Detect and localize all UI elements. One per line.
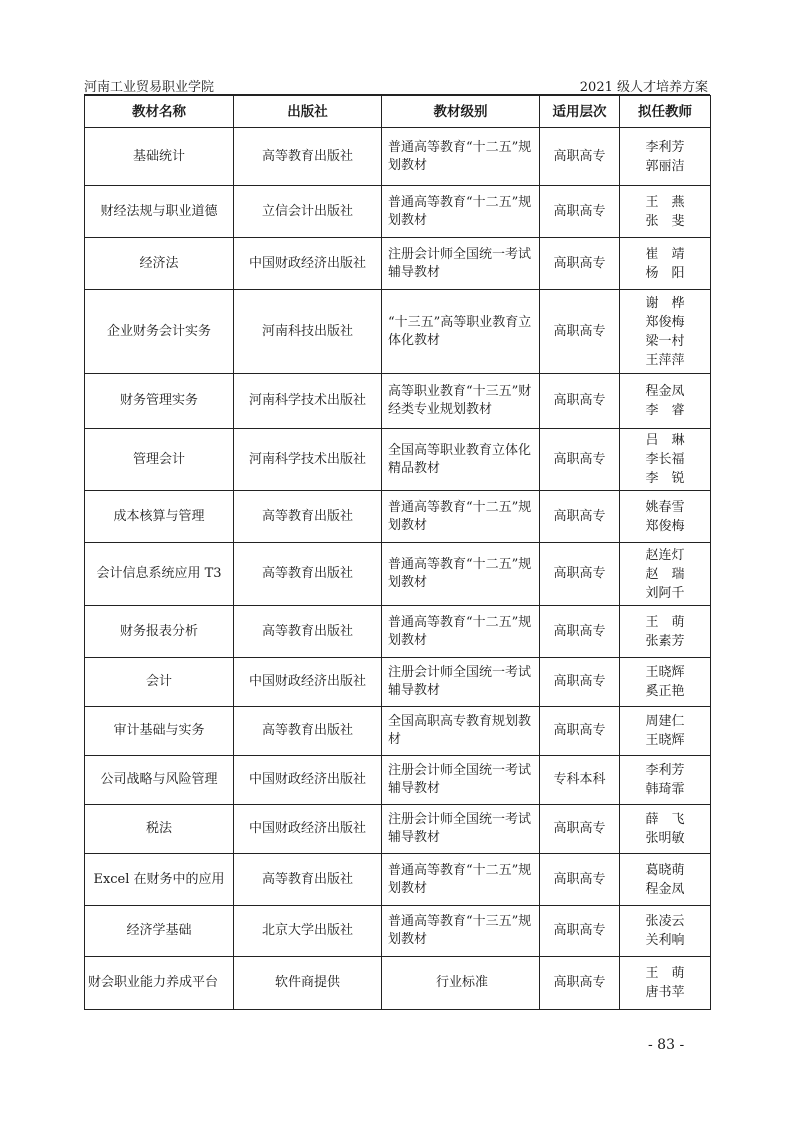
level-cell: 普通高等教育“十二五”规划教材 xyxy=(382,491,540,543)
teachers-cell xyxy=(620,238,711,290)
textbook-name-cell: 成本核算与管理 xyxy=(85,491,234,543)
textbook-name-cell: 税法 xyxy=(85,805,234,854)
level-cell: 普通高等教育“十二五”规划教材 xyxy=(382,186,540,238)
tier-cell: 高职高专 xyxy=(540,429,620,491)
publisher-cell: 软件商提供 xyxy=(234,957,382,1010)
tier-cell: 高职高专 xyxy=(540,707,620,756)
teacher-name: 薛 飞 xyxy=(645,812,685,827)
teacher-name: 李 睿 xyxy=(645,403,685,418)
teachers-cell xyxy=(620,606,711,658)
teacher-name: 姚春雪 xyxy=(645,499,685,515)
publisher-cell: 高等教育出版社 xyxy=(234,128,382,186)
teacher-name: 李利芳 xyxy=(645,139,685,155)
teacher-name: 韩琦霏 xyxy=(645,782,685,797)
publisher-cell: 高等教育出版社 xyxy=(234,854,382,906)
teachers-cell xyxy=(620,543,711,606)
teacher-name: 郑俊梅 xyxy=(645,518,685,534)
publisher-cell: 北京大学出版社 xyxy=(234,906,382,957)
table-row xyxy=(85,238,711,290)
level-cell: 普通高等教育“十二五”规划教材 xyxy=(382,543,540,606)
teacher-name: 葛晓萌 xyxy=(645,862,685,878)
textbook-name-cell: 财经法规与职业道德 xyxy=(85,186,234,238)
level-cell: “十三五”高等职业教育立体化教材 xyxy=(382,290,540,374)
publisher-cell: 高等教育出版社 xyxy=(234,707,382,756)
textbook-name-cell: 经济法 xyxy=(85,238,234,290)
teacher-name: 郑俊梅 xyxy=(645,314,685,330)
table-row xyxy=(85,429,711,491)
tier-cell: 高职高专 xyxy=(540,238,620,290)
tier-cell: 高职高专 xyxy=(540,805,620,854)
textbook-name-cell: 公司战略与风险管理 xyxy=(85,756,234,805)
table-row xyxy=(85,957,711,1010)
page-header xyxy=(84,74,710,95)
tier-cell: 高职高专 xyxy=(540,290,620,374)
page-number: - 83 - xyxy=(648,1037,685,1053)
teacher-name: 李长福 xyxy=(645,452,685,467)
tier-cell: 高职高专 xyxy=(540,543,620,606)
table-row xyxy=(85,707,711,756)
teacher-name: 张素芳 xyxy=(645,633,685,649)
teacher-name: 周建仁 xyxy=(645,714,685,729)
teacher-name: 王 燕 xyxy=(645,194,685,210)
textbook-name-cell: 财务管理实务 xyxy=(85,374,234,429)
table-row xyxy=(85,290,711,374)
tier-cell: 高职高专 xyxy=(540,658,620,707)
level-cell: 普通高等教育“十二五”规划教材 xyxy=(382,128,540,186)
level-cell: 注册会计师全国统一考试辅导教材 xyxy=(382,756,540,805)
tier-cell: 高职高专 xyxy=(540,906,620,957)
teacher-name: 唐书苹 xyxy=(645,985,685,1000)
teachers-cell xyxy=(620,906,711,957)
tier-cell: 高职高专 xyxy=(540,854,620,906)
textbook-table xyxy=(84,95,711,1010)
publisher-cell: 高等教育出版社 xyxy=(234,543,382,606)
level-cell: 普通高等教育“十三五”规划教材 xyxy=(382,906,540,957)
teacher-name: 王晓辉 xyxy=(645,733,685,748)
teachers-cell xyxy=(620,429,711,491)
publisher-cell: 立信会计出版社 xyxy=(234,186,382,238)
table-row xyxy=(85,374,711,429)
textbook-name-cell: 企业财务会计实务 xyxy=(85,290,234,374)
teacher-name: 王萍萍 xyxy=(645,352,685,368)
table-row xyxy=(85,128,711,186)
teacher-name: 刘阿千 xyxy=(645,585,685,601)
table-row xyxy=(85,906,711,957)
teacher-name: 张明敏 xyxy=(645,831,685,846)
textbook-name-cell: 财务报表分析 xyxy=(85,606,234,658)
teachers-cell xyxy=(620,186,711,238)
level-cell: 高等职业教育“十三五”财经类专业规划教材 xyxy=(382,374,540,429)
teacher-name: 赵 瑞 xyxy=(645,566,685,582)
col-header-tier: 适用层次 xyxy=(540,96,620,128)
textbook-name-cell: 会计信息系统应用 T3 xyxy=(85,543,234,606)
teachers-cell xyxy=(620,957,711,1010)
publisher-cell: 中国财政经济出版社 xyxy=(234,756,382,805)
publisher-cell: 中国财政经济出版社 xyxy=(234,658,382,707)
textbook-name-cell: 管理会计 xyxy=(85,429,234,491)
teacher-name: 李 锐 xyxy=(645,471,685,486)
table-row xyxy=(85,805,711,854)
level-cell: 注册会计师全国统一考试辅导教材 xyxy=(382,658,540,707)
teacher-name: 关利响 xyxy=(645,933,685,948)
tier-cell: 高职高专 xyxy=(540,374,620,429)
teacher-name: 程金凤 xyxy=(645,384,685,399)
table-header-row xyxy=(85,96,711,128)
table-row xyxy=(85,854,711,906)
teacher-name: 赵连灯 xyxy=(645,547,685,563)
teachers-cell xyxy=(620,707,711,756)
table-row xyxy=(85,756,711,805)
publisher-cell: 中国财政经济出版社 xyxy=(234,238,382,290)
teacher-name: 王 萌 xyxy=(645,614,685,630)
teachers-cell xyxy=(620,374,711,429)
level-cell: 全国高职高专教育规划教材 xyxy=(382,707,540,756)
level-cell: 注册会计师全国统一考试辅导教材 xyxy=(382,238,540,290)
level-cell: 普通高等教育“十二五”规划教材 xyxy=(382,854,540,906)
teacher-name: 郭丽洁 xyxy=(645,158,685,174)
teacher-name: 张凌云 xyxy=(645,914,685,929)
textbook-name-cell: 经济学基础 xyxy=(85,906,234,957)
teachers-cell xyxy=(620,491,711,543)
col-header-publisher: 出版社 xyxy=(234,96,382,128)
tier-cell: 专科本科 xyxy=(540,756,620,805)
teacher-name: 崔 靖 xyxy=(645,246,685,262)
publisher-cell: 中国财政经济出版社 xyxy=(234,805,382,854)
school-name: 河南工业贸易职业学院 xyxy=(84,80,215,95)
teacher-name: 吕 琳 xyxy=(645,433,685,448)
level-cell: 普通高等教育“十二五”规划教材 xyxy=(382,606,540,658)
publisher-cell: 高等教育出版社 xyxy=(234,491,382,543)
teachers-cell xyxy=(620,128,711,186)
teachers-cell xyxy=(620,756,711,805)
tier-cell: 高职高专 xyxy=(540,491,620,543)
textbook-name-cell: 审计基础与实务 xyxy=(85,707,234,756)
plan-title: 2021 级人才培养方案 xyxy=(579,80,708,95)
publisher-cell: 河南科学技术出版社 xyxy=(234,429,382,491)
col-header-name: 教材名称 xyxy=(85,96,234,128)
col-header-teachers: 拟任教师 xyxy=(620,96,711,128)
table-row xyxy=(85,186,711,238)
publisher-cell: 高等教育出版社 xyxy=(234,606,382,658)
table-row xyxy=(85,491,711,543)
textbook-name-cell: 财会职业能力养成平台 xyxy=(85,957,234,1010)
teacher-name: 王 萌 xyxy=(645,966,685,981)
publisher-cell: 河南科学技术出版社 xyxy=(234,374,382,429)
publisher-cell: 河南科技出版社 xyxy=(234,290,382,374)
teacher-name: 程金凤 xyxy=(645,881,685,897)
teachers-cell xyxy=(620,290,711,374)
teacher-name: 李利芳 xyxy=(645,763,685,778)
teacher-name: 张 斐 xyxy=(645,213,685,229)
table-row xyxy=(85,658,711,707)
textbook-name-cell: 会计 xyxy=(85,658,234,707)
teacher-name: 奚正艳 xyxy=(645,684,685,699)
level-cell: 行业标准 xyxy=(382,957,540,1010)
level-cell: 全国高等职业教育立体化精品教材 xyxy=(382,429,540,491)
teacher-name: 王晓辉 xyxy=(645,665,685,680)
teachers-cell xyxy=(620,805,711,854)
col-header-level: 教材级别 xyxy=(382,96,540,128)
table-row xyxy=(85,543,711,606)
tier-cell: 高职高专 xyxy=(540,957,620,1010)
tier-cell: 高职高专 xyxy=(540,186,620,238)
teachers-cell xyxy=(620,854,711,906)
teacher-name: 杨 阳 xyxy=(645,265,685,281)
teachers-cell xyxy=(620,658,711,707)
level-cell: 注册会计师全国统一考试辅导教材 xyxy=(382,805,540,854)
tier-cell: 高职高专 xyxy=(540,606,620,658)
tier-cell: 高职高专 xyxy=(540,128,620,186)
textbook-name-cell: Excel 在财务中的应用 xyxy=(85,854,234,906)
teacher-name: 梁一村 xyxy=(645,333,685,349)
teacher-name: 谢 桦 xyxy=(645,295,685,311)
textbook-name-cell: 基础统计 xyxy=(85,128,234,186)
table-row xyxy=(85,606,711,658)
